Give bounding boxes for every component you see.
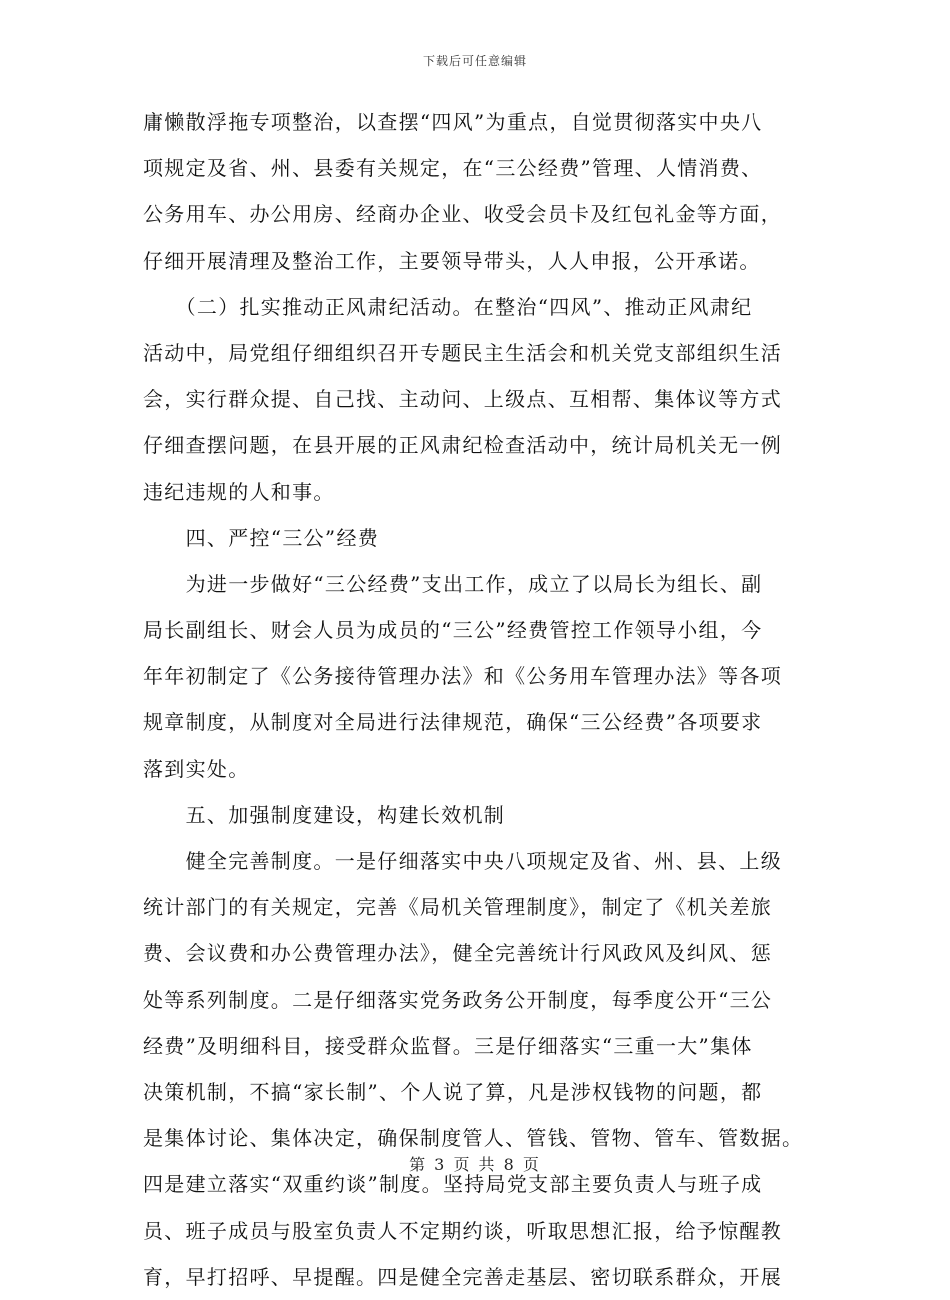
- document-body: [143, 99, 808, 1300]
- page-footer: 第 3 页 共 8 页: [409, 1155, 541, 1174]
- text-line: 经费”及明细科目，接受群众监督。三是仔细落实“三重一大”集体: [143, 1033, 753, 1058]
- text-line: 庸懒散浮拖专项整治，以查摆“四风”为重点，自觉贯彻落实中央八: [143, 110, 763, 134]
- text-line: 仔细开展清理及整治工作，主要领导带头，人人申报，公开承诺。: [143, 248, 761, 273]
- text-line: 四是建立落实“双重约谈”制度。坚持局党支部主要负责人与班子成: [143, 1172, 763, 1197]
- text-line: 决策机制，不搞“家长制”、个人说了算，凡是涉权钱物的问题，都: [143, 1079, 763, 1104]
- text-line: 费、会议费和办公费管理办法》，健全完善统计行风政风及纠风、惩: [143, 941, 772, 966]
- text-line: 为进一步做好“三公经费”支出工作，成立了以局长为组长、副: [143, 571, 763, 596]
- text-line: 规章制度，从制度对全局进行法律规范，确保“三公经费”各项要求: [143, 710, 763, 735]
- text-line: 是集体讨论、集体决定，确保制度管人、管钱、管物、管车、管数据。: [143, 1126, 804, 1151]
- text-line: 员、班子成员与股室负责人不定期约谈，听取思想汇报，给予惊醒教: [143, 1218, 782, 1243]
- section-heading: 四、严控“三公”经费: [143, 525, 380, 550]
- text-line: 处等系列制度。二是仔细落实党务政务公开制度，每季度公开“三公: [143, 987, 773, 1012]
- text-line: 会，实行群众提、自己找、主动问、上级点、互相帮、集体议等方式: [143, 387, 782, 412]
- page-header: 下载后可任意编辑: [422, 54, 527, 68]
- text-line: 违纪违规的人和事。: [143, 479, 335, 504]
- text-line: 局长副组长、财会人员为成员的“三公”经费管控工作领导小组，今: [143, 618, 763, 643]
- text-line: 年年初制定了《公务接待管理办法》和《公务用车管理办法》等各项: [143, 664, 782, 689]
- text-line: 落到实处。: [143, 756, 250, 781]
- section-heading: 五、加强制度建设，构建长效机制: [143, 802, 506, 827]
- text-line: 活动中，局党组仔细组织召开专题民主生活会和机关党支部组织生活: [143, 340, 782, 365]
- text-line: 项规定及省、州、县委有关规定，在“三公经费”管理、人情消费、: [143, 156, 763, 181]
- text-line: 统计部门的有关规定，完善《局机关管理制度》，制定了《机关差旅: [143, 895, 772, 920]
- text-line: 育，早打招呼、早提醒。四是健全完善走基层、密切联系群众，开展: [143, 1264, 782, 1289]
- text-line: 公务用车、办公用房、经商办企业、收受会员卡及红包礼金等方面，: [143, 202, 782, 227]
- text-line: （二）扎实推动正风肃纪活动。在整治“四风”、推动正风肃纪: [143, 294, 753, 319]
- text-line: 健全完善制度。一是仔细落实中央八项规定及省、州、县、上级: [143, 849, 782, 873]
- text-line: 仔细查摆问题，在县开展的正风肃纪检查活动中，统计局机关无一例: [143, 433, 782, 458]
